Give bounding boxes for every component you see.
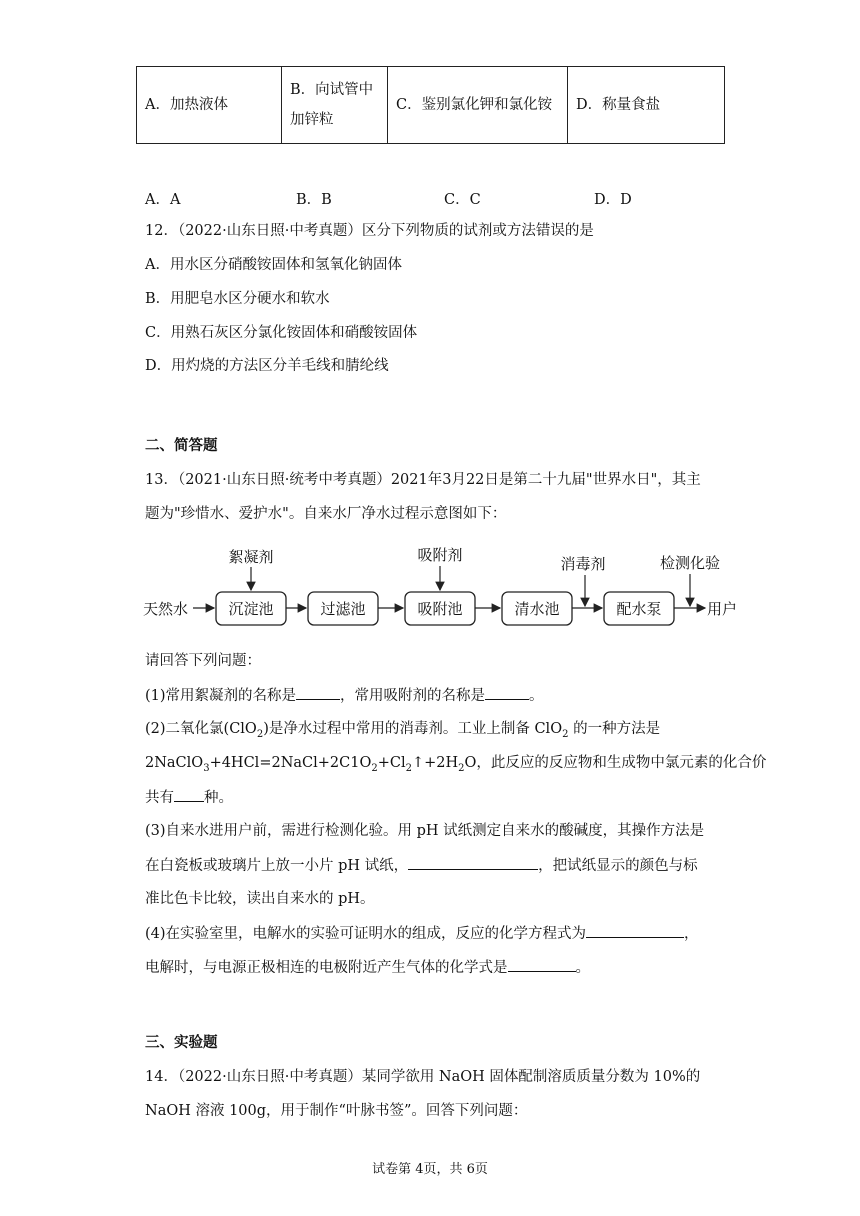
equation-text: 2NaClO [145, 755, 204, 771]
q12-option-b: B．用肥皂水区分硬水和软水 [145, 291, 330, 307]
equation-text: +4HCl=2NaCl+2C1O [209, 755, 372, 771]
option-c-cell [388, 67, 568, 144]
answer-blank[interactable] [174, 787, 204, 802]
q13-part2-text: )是净水过程中常用的消毒剂。工业上制备 ClO [263, 721, 563, 737]
q11-choice-a: A．A [145, 192, 181, 208]
q13-part2-text: (2)二氧化氯(ClO [145, 721, 257, 737]
q13-part1 [145, 685, 544, 706]
q13-part2-text: O，此反应的反应物和生成物中氯元素的化合价 [464, 755, 767, 771]
q13-part2-text: 的一种方法是 [568, 721, 661, 737]
q13-part2-text: 共有 [145, 790, 174, 806]
q13-part2-line1 [145, 719, 660, 745]
q13-part1-text: (1)常用絮凝剂的名称是 [145, 688, 297, 704]
q12-option-d: D．用灼烧的方法区分羊毛线和腈纶线 [145, 358, 389, 374]
option-text: 向试管中 [315, 82, 374, 98]
diagram-input-label: 天然水 [143, 600, 189, 618]
q13-part1-text: 。 [529, 688, 544, 704]
step-label: 吸附池 [417, 600, 463, 618]
answer-blank[interactable] [586, 923, 684, 938]
q13-part3-text: 在白瓷板或玻璃片上放一小片 pH 试纸， [145, 858, 409, 874]
q13-stem-line1: 13．（2021·山东日照·统考中考真题）2021年3月22日是第二十九届"世界水日"，其主 [145, 472, 701, 488]
q12-option-a: A．用水区分硝酸铵固体和氢氧化钠固体 [145, 257, 402, 273]
q12-option-c: C．用熟石灰区分氯化铵固体和硝酸铵固体 [145, 325, 418, 341]
option-letter: D． [576, 97, 603, 113]
equation-text: +Cl [377, 755, 406, 771]
answer-blank[interactable] [408, 855, 538, 870]
subscript: 2 [458, 762, 465, 774]
subscript: 2 [256, 728, 264, 740]
option-letter: C． [396, 97, 422, 113]
water-treatment-diagram [140, 540, 750, 632]
additive-label: 检测化验 [659, 554, 721, 572]
q13-part3-line3: 准比色卡比较，读出自来水的 pH。 [145, 891, 375, 907]
diagram-output-label: 用户 [707, 600, 738, 618]
subscript: 2 [562, 728, 569, 740]
q13-part4-line2 [145, 957, 590, 978]
option-letter: A． [145, 97, 170, 113]
subscript: 2 [405, 762, 412, 774]
additive-label: 吸附剂 [417, 546, 463, 564]
section-3-title: 三、实验题 [145, 1034, 218, 1051]
q11-choice-c: C．C [444, 192, 481, 208]
q11-choice-b: B．B [296, 192, 332, 208]
q13-part3-text: ，把试纸显示的颜色与标 [538, 858, 698, 874]
options-table [136, 66, 725, 144]
subscript: 2 [371, 762, 378, 774]
q13-part1-text: ，常用吸附剂的名称是 [340, 688, 486, 704]
q13-part4-text: ， [684, 926, 699, 942]
option-text: 加锌粒 [290, 112, 334, 128]
option-a-cell [137, 67, 282, 144]
section-2-title: 二、简答题 [145, 437, 218, 454]
q13-part2-line3 [145, 787, 233, 808]
answer-blank[interactable] [485, 685, 529, 700]
q13-part2-text: 种。 [204, 790, 233, 806]
step-label: 配水泵 [616, 600, 662, 618]
q13-part4-text: 。 [575, 960, 590, 976]
subscript: 3 [203, 762, 210, 774]
step-label: 沉淀池 [228, 600, 274, 618]
q13-part4-text: (4)在实验室里，电解水的实验可证明水的组成，反应的化学方程式为 [145, 926, 587, 942]
answer-blank[interactable] [508, 957, 576, 972]
option-text: 鉴别氯化钾和氯化铵 [421, 97, 553, 113]
q13-part2-line2 [145, 753, 766, 779]
page-footer: 试卷第 4页，共 6页 [372, 1162, 488, 1177]
q13-stem-line2: 题为"珍惜水、爱护水"。自来水厂净水过程示意图如下： [145, 506, 507, 522]
option-text: 加热液体 [169, 97, 228, 113]
option-letter: B． [290, 82, 316, 98]
q11-choice-d: D．D [594, 192, 632, 208]
equation-text: ↑+2H [411, 755, 459, 771]
q14-line1: 14．（2022·山东日照·中考真题）某同学欲用 NaOH 固体配制溶质质量分数为 10%的 [145, 1069, 701, 1085]
additive-label: 絮凝剂 [228, 548, 274, 566]
option-d-cell [568, 67, 725, 144]
step-label: 过滤池 [320, 600, 366, 618]
option-b-cell [282, 67, 388, 144]
additive-label: 消毒剂 [560, 555, 606, 573]
q13-part4-line1 [145, 923, 699, 944]
q14-line2: NaOH 溶液 100g，用于制作“叶脉书签”。回答下列问题： [145, 1103, 528, 1119]
q12-stem: 12．（2022·山东日照·中考真题）区分下列物质的试剂或方法错误的是 [145, 223, 594, 239]
q13-part3-line1: (3)自来水进用户前，需进行检测化验。用 pH 试纸测定自来水的酸碱度，其操作方法是 [145, 823, 705, 839]
option-text: 称量食盐 [602, 97, 661, 113]
q13-part4-text: 电解时，与电源正极相连的电极附近产生气体的化学式是 [145, 960, 508, 976]
step-label: 清水池 [514, 600, 560, 618]
q13-prompt: 请回答下列问题： [145, 653, 261, 669]
q13-part3-line2 [145, 855, 698, 876]
answer-blank[interactable] [296, 685, 340, 700]
